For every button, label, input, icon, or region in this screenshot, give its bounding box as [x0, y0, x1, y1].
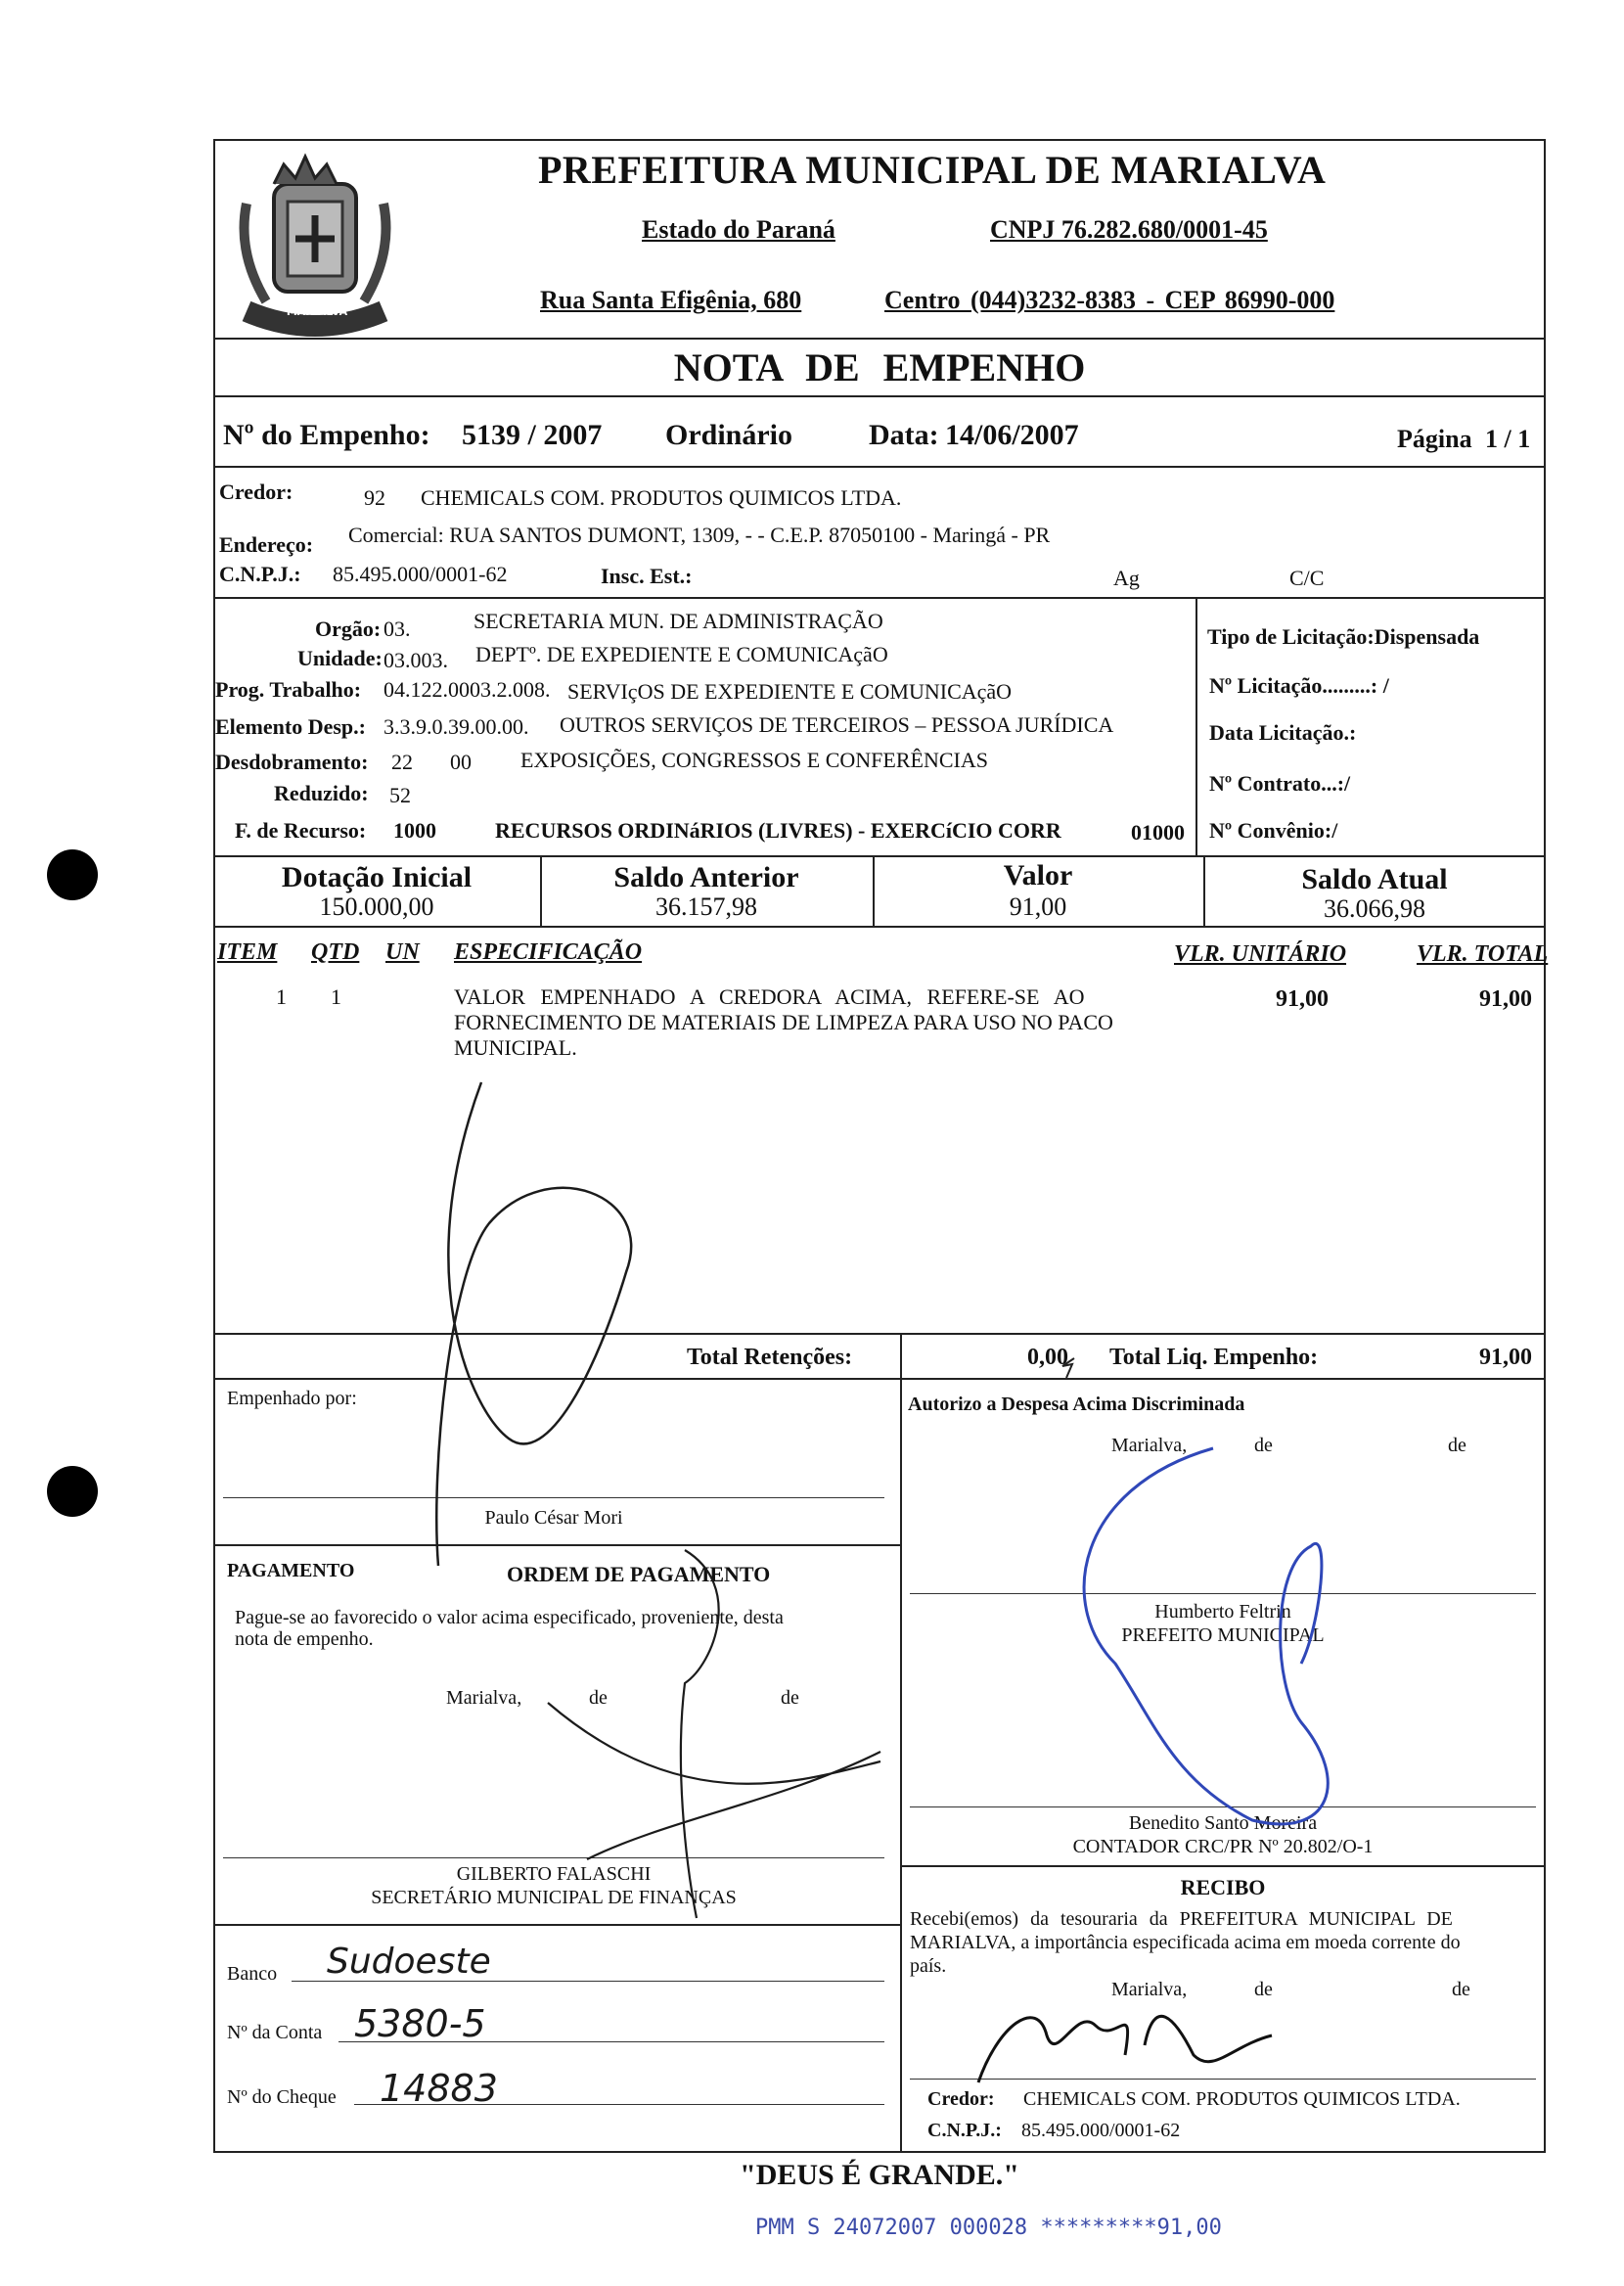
- recibo-label: RECIBO: [1180, 1875, 1266, 1899]
- total-retencoes-value: 0,00: [1027, 1345, 1068, 1370]
- autorizo-label: Autorizo a Despesa Acima Discriminada: [908, 1394, 1245, 1415]
- desdobramento-name: EXPOSIÇÕES, CONGRESSOS E CONFERÊNCIAS: [520, 748, 988, 772]
- autorizo-de1: de: [1254, 1435, 1273, 1456]
- pagamento-text2: nota de empenho.: [235, 1628, 374, 1650]
- empenho-date-label: Data:: [869, 419, 939, 451]
- col-vlr-unitario: VLR. UNITÁRIO: [1174, 941, 1347, 967]
- divider: [213, 338, 1546, 340]
- valor-value: 91,00: [1009, 892, 1067, 921]
- prog-code: 04.122.0003.2.008.: [383, 677, 551, 702]
- secretario-name: GILBERTO FALASCHI: [456, 1863, 652, 1885]
- divider: [213, 597, 1546, 599]
- recibo-cnpj-label: C.N.P.J.:: [927, 2120, 1002, 2141]
- endereco-label: Endereço:: [219, 532, 314, 557]
- header-address: Centro (044)3232-8383 - CEP 86990-000: [884, 286, 1335, 314]
- prog-label: Prog. Trabalho:: [215, 677, 362, 702]
- recurso-number: 01000: [1131, 820, 1185, 845]
- secretario-role: SECRETÁRIO MUNICIPAL DE FINANÇAS: [371, 1887, 737, 1908]
- punch-hole-bottom: [47, 1466, 98, 1517]
- punch-hole-top: [47, 849, 98, 900]
- empenhado-label: Empenhado por:: [227, 1388, 357, 1409]
- empenho-date: 14/06/2007: [945, 419, 1079, 451]
- elemento-name: OUTROS SERVIÇOS DE TERCEIROS – PESSOA JURÍDICA: [560, 712, 1114, 737]
- divider: [213, 1544, 900, 1546]
- recurso-code: 1000: [393, 818, 436, 843]
- numero-licitacao: Nº Licitação.........: /: [1209, 673, 1389, 698]
- empenhado-name: Paulo César Mori: [484, 1507, 623, 1529]
- reduzido-code: 52: [389, 783, 411, 807]
- page-label: Página: [1397, 425, 1472, 453]
- pagamento-de2: de: [781, 1687, 799, 1709]
- divider: [213, 1378, 1546, 1380]
- footer-motto: "DEUS É GRANDE.": [740, 2159, 1019, 2191]
- recibo-de1: de: [1254, 1979, 1273, 2000]
- dotacao-inicial-value: 150.000,00: [319, 892, 434, 921]
- col-especificacao: ESPECIFICAÇÃO: [454, 939, 643, 965]
- divider: [900, 1865, 1546, 1867]
- item-desc-line2: FORNECIMENTO DE MATERIAIS DE LIMPEZA PARA USO NO PACO: [454, 1010, 1113, 1034]
- item-number: 1: [276, 984, 287, 1009]
- pagamento-de1: de: [589, 1687, 608, 1709]
- prefeito-role: PREFEITO MUNICIPAL: [1121, 1624, 1325, 1646]
- total-retencoes-label: Total Retenções:: [687, 1345, 853, 1370]
- credor-code: 92: [364, 485, 385, 510]
- header-cnpj: CNPJ 76.282.680/0001-45: [990, 215, 1268, 244]
- document-title: NOTA DE EMPENHO: [673, 345, 1086, 389]
- signature-line: [910, 2079, 1536, 2080]
- cheque-value: 14883: [380, 2067, 498, 2110]
- saldo-atual-label: Saldo Atual: [1301, 863, 1448, 895]
- cheque-label: Nº do Cheque: [227, 2086, 337, 2108]
- pagamento-text1: Pague-se ao favorecido o valor acima especificado, proveniente, desta: [235, 1607, 784, 1628]
- divider: [213, 395, 1546, 397]
- municipal-crest: [217, 145, 413, 341]
- payment-stamp: PMM S 24072007 000028 *********91,00: [755, 2216, 1222, 2240]
- ordem-pagamento-label: ORDEM DE PAGAMENTO: [507, 1562, 771, 1586]
- credor-label: Credor:: [219, 480, 293, 504]
- saldo-anterior-label: Saldo Anterior: [613, 861, 799, 893]
- recibo-text2: MARIALVA, a importância especificada acima em moeda corrente do: [910, 1932, 1461, 1953]
- recibo-de2: de: [1452, 1979, 1470, 2000]
- col-un: UN: [385, 939, 420, 965]
- recurso-name: RECURSOS ORDINáRIOS (LIVRES) - EXERCíCIO CORR: [495, 818, 1061, 843]
- credor-cnpj: 85.495.000/0001-62: [333, 562, 508, 586]
- col-item: ITEM: [217, 939, 278, 965]
- unidade-label: Unidade:: [297, 646, 383, 670]
- divider: [213, 1333, 1546, 1335]
- prog-name: SERVIçOS DE EXPEDIENTE E COMUNICAçãO: [567, 679, 1013, 704]
- recibo-cnpj: 85.495.000/0001-62: [1021, 2120, 1181, 2141]
- crest-label: MARIALVA: [286, 305, 348, 318]
- autorizo-place: Marialva,: [1111, 1435, 1188, 1456]
- contador-name: Benedito Santo Moreira: [1128, 1812, 1318, 1834]
- page-title: PREFEITURA MUNICIPAL DE MARIALVA: [538, 148, 1327, 192]
- cnpj-label: C.N.P.J.:: [219, 562, 301, 586]
- contador-role: CONTADOR CRC/PR Nº 20.802/O-1: [1072, 1836, 1374, 1857]
- autorizo-de2: de: [1448, 1435, 1466, 1456]
- empenho-type: Ordinário: [665, 419, 793, 451]
- desdobramento-code: 22: [391, 750, 413, 774]
- saldo-anterior-value: 36.157,98: [655, 892, 757, 921]
- cc-label: C/C: [1289, 566, 1325, 590]
- item-desc-line3: MUNICIPAL.: [454, 1035, 577, 1060]
- elemento-label: Elemento Desp.:: [215, 714, 366, 739]
- signature-line: [223, 1497, 884, 1498]
- recibo-credor-name: CHEMICALS COM. PRODUTOS QUIMICOS LTDA.: [1023, 2088, 1461, 2110]
- signature-line: [910, 1593, 1536, 1594]
- orgao-name: SECRETARIA MUN. DE ADMINISTRAÇÃO: [474, 609, 883, 633]
- conta-value: 5380-5: [354, 2002, 486, 2045]
- elemento-code: 3.3.9.0.39.00.00.: [383, 714, 529, 739]
- header-street: Rua Santa Efigênia, 680: [540, 286, 802, 314]
- col-vlr-total: VLR. TOTAL: [1417, 941, 1549, 967]
- page-number: 1 / 1: [1485, 425, 1531, 453]
- credor-address: Comercial: RUA SANTOS DUMONT, 1309, - - C.E.P. 87050100 - Maringá - PR: [348, 523, 1051, 547]
- orgao-code: 03.: [383, 617, 411, 641]
- desdobramento-sub: 00: [450, 750, 472, 774]
- numero-contrato: Nº Contrato...:/: [1209, 771, 1351, 796]
- numero-convenio: Nº Convênio:/: [1209, 818, 1338, 843]
- recibo-text1: Recebi(emos) da tesouraria da PREFEITURA MUNICIPAL DE: [910, 1908, 1453, 1930]
- total-liq-label: Total Liq. Empenho:: [1109, 1345, 1319, 1370]
- tipo-licitacao: Tipo de Licitação:Dispensada: [1207, 624, 1480, 649]
- divider: [213, 926, 1546, 928]
- desdobramento-label: Desdobramento:: [215, 750, 369, 774]
- unidade-code: 03.003.: [383, 648, 448, 672]
- divider-vertical: [900, 1333, 902, 2153]
- item-desc-line1: VALOR EMPENHADO A CREDORA ACIMA, REFERE-SE AO: [454, 984, 1085, 1009]
- orgao-label: Orgão:: [315, 617, 382, 641]
- recibo-text3: país.: [910, 1955, 947, 1977]
- recibo-credor-label: Credor:: [927, 2088, 995, 2110]
- recibo-place: Marialva,: [1111, 1979, 1188, 2000]
- saldo-atual-value: 36.066,98: [1324, 894, 1425, 923]
- insc-label: Insc. Est.:: [601, 564, 693, 588]
- signature-line: [910, 1806, 1536, 1807]
- dotacao-inicial-label: Dotação Inicial: [281, 861, 473, 893]
- conta-label: Nº da Conta: [227, 2022, 323, 2043]
- col-qtd: QTD: [311, 939, 360, 965]
- pagamento-place: Marialva,: [446, 1687, 522, 1709]
- banco-label: Banco: [227, 1963, 278, 1985]
- prefeito-name: Humberto Feltrin: [1154, 1601, 1291, 1623]
- pagamento-label: PAGAMENTO: [227, 1560, 355, 1581]
- divider-vertical: [1195, 597, 1197, 857]
- total-liq-value: 91,00: [1479, 1345, 1532, 1370]
- item-qtd: 1: [331, 984, 341, 1009]
- valor-label: Valor: [1003, 859, 1073, 892]
- divider: [213, 466, 1546, 468]
- item-unit-value: 91,00: [1276, 986, 1329, 1012]
- divider: [213, 855, 1546, 857]
- empenho-label: Nº do Empenho:: [223, 419, 430, 451]
- header-state: Estado do Paraná: [642, 215, 835, 244]
- signature-line: [223, 1857, 884, 1858]
- reduzido-label: Reduzido:: [274, 781, 369, 805]
- ag-label: Ag: [1113, 566, 1140, 590]
- data-licitacao: Data Licitação.:: [1209, 720, 1357, 745]
- banco-value: Sudoeste: [327, 1942, 491, 1982]
- credor-name: CHEMICALS COM. PRODUTOS QUIMICOS LTDA.: [421, 485, 902, 510]
- recurso-label: F. de Recurso:: [235, 818, 367, 843]
- unidade-name: DEPTº. DE EXPEDIENTE E COMUNICAçãO: [475, 642, 888, 666]
- empenho-number: 5139 / 2007: [462, 419, 603, 451]
- item-total-value: 91,00: [1479, 986, 1532, 1012]
- divider: [213, 1924, 900, 1926]
